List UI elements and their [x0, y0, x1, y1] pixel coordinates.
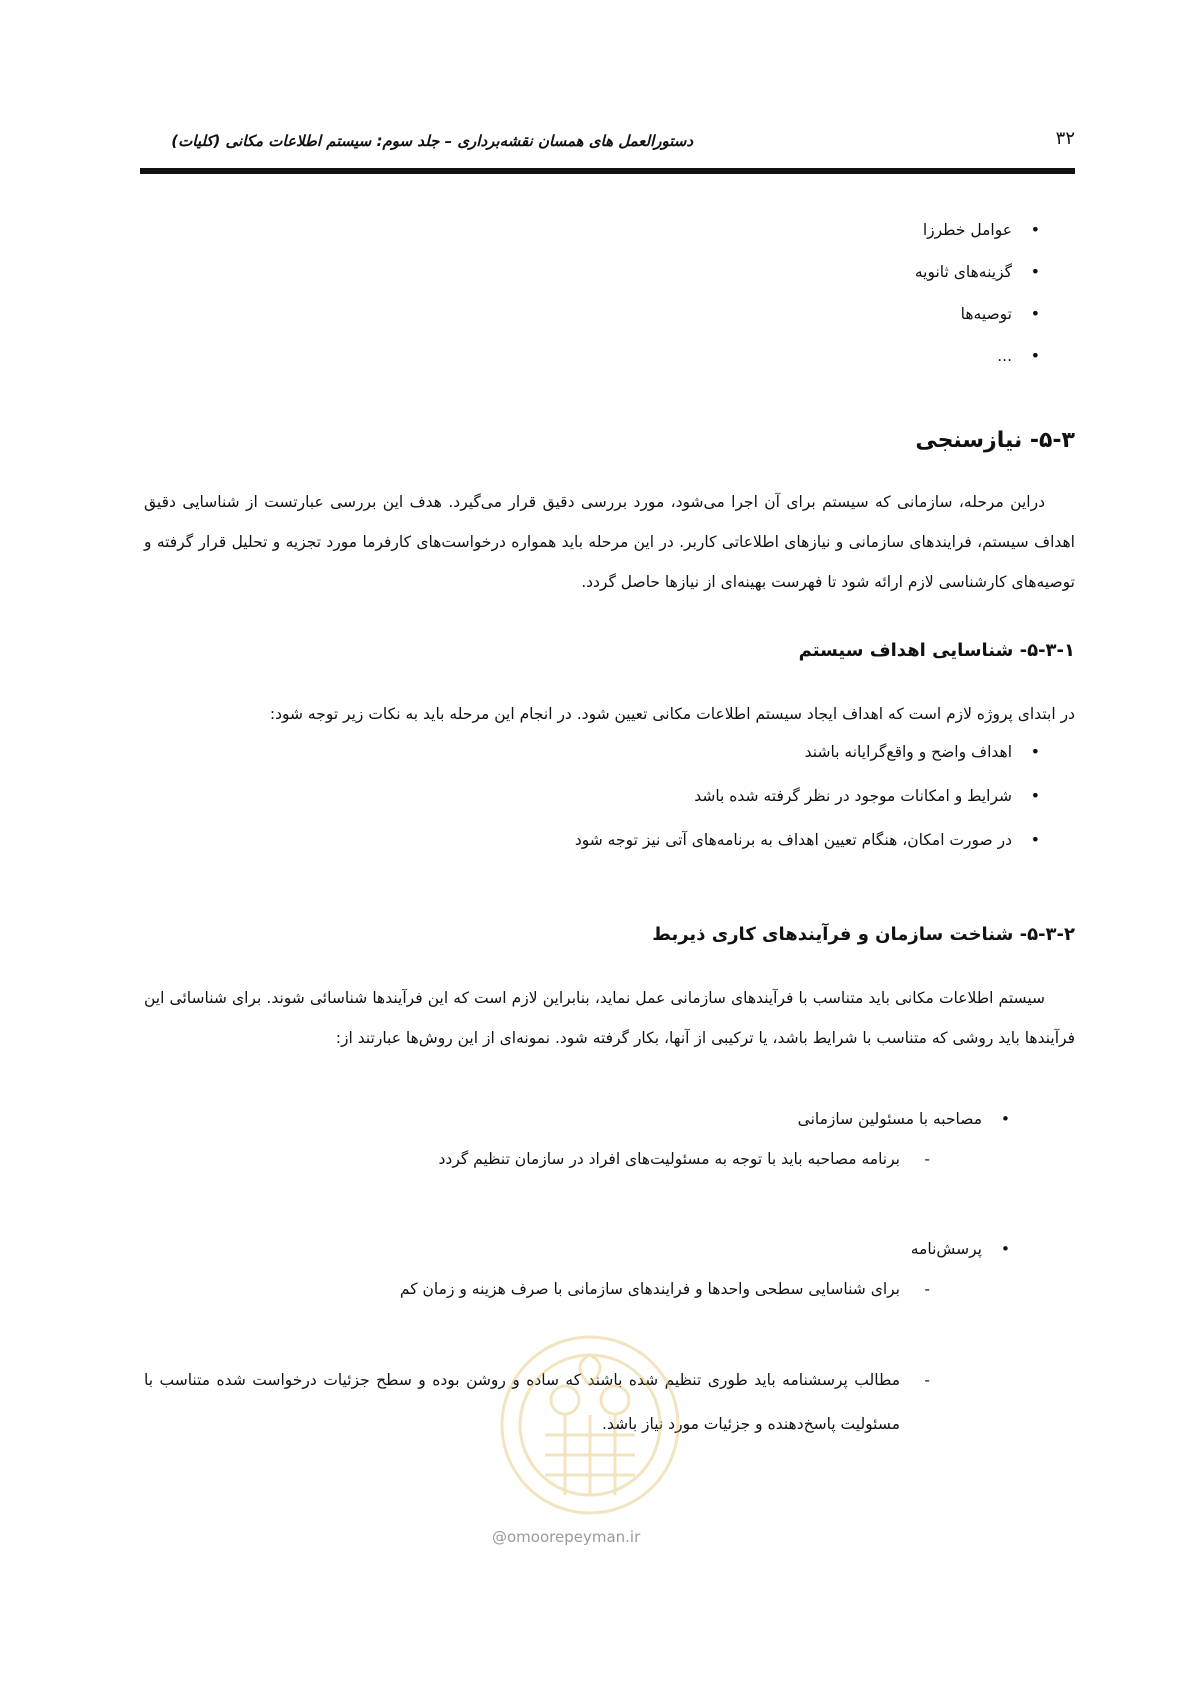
section-heading-organization-processes: ۵-۳-۲- شناخت سازمان و فرآیندهای کاری ذیربط	[652, 924, 1075, 945]
list-item: در صورت امکان، هنگام تعیین اهداف به برنامه‌های آتی نیز توجه شود •	[575, 830, 1012, 850]
watermark-site: @omoorepeyman.ir	[492, 1528, 641, 1546]
dash-glyph: -	[924, 1371, 930, 1389]
header-title: دستورالعمل های همسان نقشه‌برداری – جلد سوم: سیستم اطلاعات مکانی (کلیات)	[171, 132, 693, 150]
list-item: عوامل خطرزا •	[915, 220, 1012, 240]
list-item: شرایط و امکانات موجود در نظر گرفته شده باشد •	[575, 786, 1012, 806]
dash-glyph: -	[924, 1150, 930, 1168]
section-paragraph: دراین مرحله، سازمانی که سیستم برای آن اجرا می‌شود، مورد بررسی دقیق قرار می‌گیرد. هدف این بررسی عبارتست از شناسایی دقیق اهداف سیستم، فرایندهای سازمانی و نیازهای اطلاعاتی کاربر. در این مرحله باید همواره درخواست‌های کارفرما مورد تجزیه و تحلیل قرار گرفته و توصیه‌های کارشناسی لازم ارائه شود تا فهرست بهینه‌ای از نیازها حاصل گردد.	[144, 493, 1075, 591]
section-heading-system-goals: ۵-۳-۱- شناسایی اهداف سیستم	[798, 640, 1075, 661]
dash-glyph: -	[924, 1280, 930, 1298]
list-item: گزینه‌های ثانویه •	[915, 262, 1012, 282]
method-label: مصاحبه با مسئولین سازمانی	[797, 1110, 982, 1128]
bullet-glyph: •	[1000, 1110, 1010, 1128]
list-item: ... •	[915, 346, 1012, 366]
method-label: پرسش‌نامه	[910, 1240, 982, 1258]
bullet-glyph: •	[1000, 1240, 1010, 1258]
method-detail-text: مطالب پرسشنامه باید طوری تنظیم شده باشند که ساده و روشن بوده و سطح جزئیات درخواست شده متناسب با مسئولیت پاسخ‌دهنده و جزئیات مورد نیاز باشد.	[144, 1371, 900, 1433]
list-item: اهداف واضح و واقع‌گرایانه باشند •	[575, 742, 1012, 762]
watermark-seal-icon	[490, 1315, 690, 1535]
page-header	[140, 118, 1075, 158]
method-item	[910, 1240, 1010, 1258]
list-item: توصیه‌ها •	[915, 304, 1012, 324]
method-detail-text: برنامه مصاحبه باید با توجه به مسئولیت‌های افراد در سازمان تنظیم گردد	[438, 1150, 900, 1168]
method-detail-text: برای شناسایی سطحی واحدها و فرایندهای سازمانی با صرف هزینه و زمان کم	[399, 1280, 900, 1298]
section-paragraph: سیستم اطلاعات مکانی باید متناسب با فرآیندهای سازمانی عمل نماید، بنابراین لازم است که این فرآیندها شناسائی شوند. برای شناسائی این فرآیندها باید روشی که متناسب با شرایط باشد، یا ترکیبی از آنها، بکار گرفته شود. نمونه‌ای از این روش‌ها عبارتند از:	[144, 989, 1075, 1047]
method-detail	[438, 1150, 930, 1168]
page-number: ۳۲	[1055, 128, 1075, 149]
section-heading-needs-assessment: ۵-۳- نیازسنجی	[915, 428, 1075, 453]
method-detail	[399, 1280, 930, 1298]
section-paragraph: در ابتدای پروژه لازم است که اهداف ایجاد سیستم اطلاعات مکانی تعیین شود. در انجام این مرحله باید به نکات زیر توجه شود:	[269, 705, 1075, 723]
top-bullet-list	[915, 220, 1012, 388]
header-rule	[140, 168, 1075, 174]
goals-bullet-list	[575, 742, 1012, 874]
method-item	[797, 1110, 1010, 1128]
